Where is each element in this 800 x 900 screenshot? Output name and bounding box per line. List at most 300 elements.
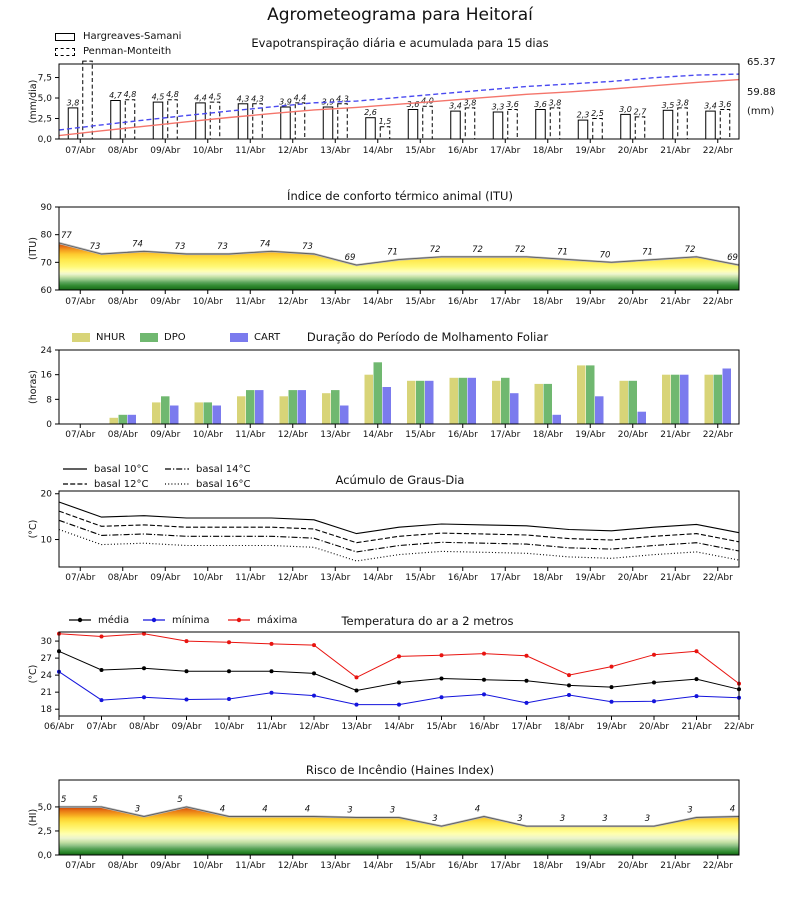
svg-text:15/Abr: 15/Abr	[405, 430, 436, 440]
degree-days-plot	[0, 455, 800, 600]
svg-text:4,3: 4,3	[336, 94, 349, 104]
leaf-wetness-title: Duração do Período de Molhamento Foliar	[306, 330, 549, 344]
svg-text:10: 10	[40, 535, 52, 546]
bar-DPO-19/Abr	[586, 365, 595, 424]
svg-text:12/Abr: 12/Abr	[277, 861, 308, 871]
svg-text:18/Abr: 18/Abr	[532, 861, 563, 871]
bar-CART-10/Abr	[213, 406, 222, 425]
svg-text:21/Abr: 21/Abr	[660, 297, 691, 307]
svg-text:18/Abr: 18/Abr	[532, 297, 563, 307]
svg-text:3: 3	[602, 814, 608, 825]
svg-text:06/Abr: 06/Abr	[43, 722, 75, 732]
svg-text:72: 72	[514, 244, 526, 255]
svg-text:3: 3	[432, 814, 438, 825]
svg-text:27: 27	[40, 654, 52, 665]
svg-text:10/Abr: 10/Abr	[192, 861, 223, 871]
evapotranspiration-title: Evapotranspiração diária e acumulada para 15 dias	[251, 36, 549, 50]
svg-text:3,6: 3,6	[718, 99, 732, 109]
svg-text:72: 72	[429, 244, 441, 255]
svg-text:13/Abr: 13/Abr	[320, 573, 351, 583]
temperatura-x-axis	[44, 716, 754, 732]
svg-text:80: 80	[40, 230, 52, 241]
svg-text:18/Abr: 18/Abr	[532, 146, 563, 156]
svg-text:4: 4	[304, 804, 311, 815]
graus_dia-ylabel: (°C)	[28, 519, 39, 539]
risco_incendio-ylabel: (HI)	[28, 808, 39, 827]
svg-text:20/Abr: 20/Abr	[617, 430, 648, 440]
bar-CART-20/Abr	[638, 412, 647, 424]
svg-text:16/Abr: 16/Abr	[447, 861, 478, 871]
temperature-title: Temperatura do ar a 2 metros	[341, 614, 514, 628]
svg-text:17/Abr: 17/Abr	[490, 573, 521, 583]
svg-text:3: 3	[389, 805, 396, 816]
svg-text:08/Abr: 08/Abr	[107, 861, 138, 871]
svg-text:09/Abr: 09/Abr	[150, 430, 181, 440]
svg-text:4,4: 4,4	[293, 93, 307, 103]
leaf-wetness-plot	[0, 325, 800, 455]
svg-text:4,7: 4,7	[109, 90, 122, 100]
bar-hs-17/Abr	[493, 112, 503, 139]
svg-text:11/Abr: 11/Abr	[235, 573, 266, 583]
bar-pm-22/Abr	[720, 110, 730, 140]
svg-text:07/Abr: 07/Abr	[65, 573, 96, 583]
bar-NHUR-21/Abr	[662, 375, 671, 424]
svg-text:3,8: 3,8	[463, 98, 477, 108]
evapotranspiration-plot	[0, 28, 800, 178]
temperatura-series-mínima	[57, 670, 741, 707]
svg-text:5: 5	[61, 794, 67, 805]
svg-text:17/Abr: 17/Abr	[490, 297, 521, 307]
graus_dia-line-basal 16°C	[59, 530, 739, 562]
bar-hs-21/Abr	[663, 110, 673, 139]
svg-text:16/Abr: 16/Abr	[447, 430, 478, 440]
svg-text:73: 73	[174, 242, 186, 253]
svg-text:19/Abr: 19/Abr	[575, 430, 606, 440]
svg-text:(mm): (mm)	[747, 106, 775, 117]
svg-text:5,0: 5,0	[37, 802, 52, 813]
svg-text:18/Abr: 18/Abr	[532, 430, 563, 440]
itu-x-axis	[65, 290, 733, 307]
svg-text:07/Abr: 07/Abr	[65, 146, 96, 156]
bar-DPO-11/Abr	[246, 390, 255, 424]
svg-text:15/Abr: 15/Abr	[405, 297, 436, 307]
svg-text:3,8: 3,8	[676, 98, 689, 108]
hargreaves-bars	[67, 91, 717, 139]
bar-NHUR-14/Abr	[365, 375, 374, 424]
svg-text:2,7: 2,7	[633, 107, 647, 117]
basal16-label: basal 16°C	[196, 478, 251, 490]
svg-text:4: 4	[262, 804, 268, 815]
svg-text:19/Abr: 19/Abr	[575, 297, 606, 307]
bar-DPO-15/Abr	[416, 381, 425, 424]
svg-text:12/Abr: 12/Abr	[277, 430, 308, 440]
svg-text:73: 73	[89, 242, 101, 253]
svg-text:3: 3	[134, 804, 141, 815]
svg-text:1,5: 1,5	[378, 117, 392, 127]
svg-text:15/Abr: 15/Abr	[405, 146, 436, 156]
svg-text:4,5: 4,5	[151, 92, 165, 102]
bar-hs-20/Abr	[621, 114, 631, 139]
molhamento_foliar-bars-NHUR	[110, 365, 714, 424]
bar-DPO-20/Abr	[629, 381, 638, 424]
svg-text:08/Abr: 08/Abr	[128, 722, 160, 732]
svg-text:4,0: 4,0	[421, 96, 434, 106]
bar-DPO-10/Abr	[204, 402, 213, 424]
svg-text:8: 8	[46, 395, 52, 406]
svg-text:71: 71	[387, 247, 398, 258]
svg-text:71: 71	[642, 247, 653, 258]
svg-text:3: 3	[687, 805, 693, 816]
svg-text:14/Abr: 14/Abr	[362, 573, 393, 583]
bar-hs-13/Abr	[323, 107, 333, 139]
bar-NHUR-12/Abr	[280, 396, 289, 424]
svg-text:19/Abr: 19/Abr	[575, 861, 606, 871]
bar-CART-14/Abr	[383, 387, 392, 424]
bar-pm-16/Abr	[465, 108, 475, 139]
svg-text:4,8: 4,8	[166, 90, 179, 100]
bar-DPO-14/Abr	[374, 362, 383, 424]
svg-text:07/Abr: 07/Abr	[65, 297, 96, 307]
svg-text:14/Abr: 14/Abr	[362, 297, 393, 307]
svg-text:20/Abr: 20/Abr	[617, 573, 648, 583]
bar-DPO-17/Abr	[501, 378, 510, 424]
bar-hs-15/Abr	[408, 110, 418, 140]
svg-text:10/Abr: 10/Abr	[192, 146, 223, 156]
molhamento_foliar-bars-DPO	[119, 362, 723, 424]
svg-text:2,6: 2,6	[364, 108, 377, 118]
svg-text:08/Abr: 08/Abr	[107, 573, 138, 583]
bar-NHUR-18/Abr	[535, 384, 544, 424]
svg-text:20: 20	[40, 489, 52, 500]
svg-text:14/Abr: 14/Abr	[383, 722, 415, 732]
svg-text:0: 0	[46, 420, 52, 430]
svg-text:14/Abr: 14/Abr	[362, 146, 393, 156]
graus_dia-x-axis	[65, 567, 733, 583]
bar-pm-12/Abr	[295, 103, 305, 139]
degree-days-title: Acúmulo de Graus-Dia	[335, 473, 465, 487]
temperatura-series-máxima	[57, 632, 741, 686]
svg-text:17/Abr: 17/Abr	[490, 861, 521, 871]
svg-text:70: 70	[40, 258, 52, 269]
svg-text:20/Abr: 20/Abr	[617, 861, 648, 871]
temperatura-ylabel: (°C)	[28, 664, 39, 684]
evapotranspiracao-x-axis	[65, 139, 733, 156]
svg-text:22/Abr: 22/Abr	[702, 430, 733, 440]
bar-CART-09/Abr	[170, 406, 179, 425]
svg-text:3,6: 3,6	[506, 99, 519, 109]
basal12-label: basal 12°C	[94, 478, 149, 490]
svg-text:21/Abr: 21/Abr	[681, 722, 712, 732]
svg-text:3: 3	[347, 805, 353, 816]
svg-text:72: 72	[472, 244, 483, 255]
svg-text:24: 24	[40, 346, 52, 356]
bar-pm-10/Abr	[210, 102, 220, 139]
svg-text:4: 4	[474, 804, 481, 815]
bar-CART-13/Abr	[340, 406, 349, 425]
svg-text:07/Abr: 07/Abr	[65, 861, 96, 871]
svg-text:13/Abr: 13/Abr	[341, 722, 372, 732]
svg-text:09/Abr: 09/Abr	[150, 146, 181, 156]
svg-text:5,0: 5,0	[37, 94, 52, 105]
svg-text:16/Abr: 16/Abr	[447, 573, 478, 583]
itu-ylabel: (ITU)	[28, 237, 39, 260]
svg-text:0,0: 0,0	[37, 135, 52, 145]
svg-text:22/Abr: 22/Abr	[702, 861, 733, 871]
svg-text:10/Abr: 10/Abr	[213, 722, 245, 732]
svg-text:3,0: 3,0	[619, 104, 632, 114]
bar-pm-09/Abr	[168, 100, 178, 139]
svg-text:08/Abr: 08/Abr	[107, 430, 138, 440]
svg-text:15/Abr: 15/Abr	[426, 722, 457, 732]
svg-text:16/Abr: 16/Abr	[447, 146, 478, 156]
svg-text:17/Abr: 17/Abr	[490, 146, 521, 156]
penman-label: Penman-Monteith	[83, 46, 172, 57]
bar-DPO-22/Abr	[714, 375, 723, 424]
svg-text:65.37: 65.37	[747, 57, 776, 68]
bar-CART-11/Abr	[255, 390, 264, 424]
svg-text:2,5: 2,5	[37, 826, 52, 837]
svg-text:3: 3	[517, 814, 523, 825]
bar-NHUR-09/Abr	[152, 402, 161, 424]
bar-CART-12/Abr	[298, 390, 307, 424]
svg-text:09/Abr: 09/Abr	[150, 297, 181, 307]
svg-text:10/Abr: 10/Abr	[192, 297, 223, 307]
svg-text:21/Abr: 21/Abr	[660, 146, 691, 156]
svg-text:22/Abr: 22/Abr	[702, 297, 733, 307]
bar-NHUR-11/Abr	[237, 396, 246, 424]
svg-text:60: 60	[40, 286, 52, 296]
bar-DPO-21/Abr	[671, 375, 680, 424]
cart-label: CART	[254, 331, 281, 343]
svg-text:19/Abr: 19/Abr	[596, 722, 627, 732]
svg-text:13/Abr: 13/Abr	[320, 430, 351, 440]
svg-text:12/Abr: 12/Abr	[277, 297, 308, 307]
bar-CART-21/Abr	[680, 375, 689, 424]
svg-text:0,0: 0,0	[37, 851, 52, 861]
svg-text:5: 5	[177, 794, 183, 805]
basal10-label: basal 10°C	[94, 463, 149, 475]
svg-text:11/Abr: 11/Abr	[235, 861, 266, 871]
svg-text:13/Abr: 13/Abr	[320, 297, 351, 307]
svg-text:21: 21	[40, 688, 52, 699]
svg-text:09/Abr: 09/Abr	[150, 861, 181, 871]
svg-text:22/Abr: 22/Abr	[702, 146, 733, 156]
bar-DPO-08/Abr	[119, 415, 128, 424]
bar-CART-16/Abr	[468, 378, 477, 424]
svg-text:4: 4	[729, 804, 736, 815]
svg-text:20/Abr: 20/Abr	[617, 146, 648, 156]
bar-CART-18/Abr	[553, 415, 562, 424]
svg-text:13/Abr: 13/Abr	[320, 146, 351, 156]
svg-text:07/Abr: 07/Abr	[65, 430, 96, 440]
bar-CART-08/Abr	[128, 415, 137, 424]
basal14-label: basal 14°C	[196, 463, 251, 475]
bar-hs-14/Abr	[366, 118, 376, 139]
bar-NHUR-08/Abr	[110, 418, 119, 424]
svg-text:3,5: 3,5	[661, 100, 675, 110]
svg-text:18/Abr: 18/Abr	[553, 722, 585, 732]
svg-text:10/Abr: 10/Abr	[192, 573, 223, 583]
svg-text:08/Abr: 08/Abr	[107, 146, 138, 156]
molhamento_foliar-x-axis	[65, 424, 733, 440]
svg-text:2,5: 2,5	[591, 109, 604, 119]
svg-text:22/Abr: 22/Abr	[723, 722, 755, 732]
bar-NHUR-19/Abr	[577, 365, 586, 424]
bar-pm-21/Abr	[678, 108, 688, 139]
bar-hs-22/Abr	[706, 111, 716, 139]
bar-pm-19/Abr	[593, 119, 603, 140]
svg-text:18/Abr: 18/Abr	[532, 573, 563, 583]
svg-text:3,9: 3,9	[321, 97, 335, 107]
svg-text:21/Abr: 21/Abr	[660, 573, 691, 583]
bar-NHUR-22/Abr	[705, 375, 714, 424]
bar-DPO-09/Abr	[161, 396, 170, 424]
bar-CART-19/Abr	[595, 396, 604, 424]
svg-text:71: 71	[557, 247, 568, 258]
svg-text:20/Abr: 20/Abr	[617, 297, 648, 307]
minima-label: mínima	[172, 614, 210, 626]
svg-text:10/Abr: 10/Abr	[192, 430, 223, 440]
svg-text:3,6: 3,6	[406, 99, 420, 109]
svg-text:20/Abr: 20/Abr	[638, 722, 670, 732]
svg-text:16: 16	[40, 370, 52, 381]
fire-risk-plot	[0, 755, 800, 900]
risco_incendio-area	[59, 804, 739, 855]
graus_dia-line-basal 10°C	[59, 502, 739, 534]
risco_incendio-x-axis	[65, 855, 733, 871]
svg-text:4: 4	[219, 804, 226, 815]
svg-text:69: 69	[727, 253, 738, 264]
bar-NHUR-10/Abr	[195, 402, 204, 424]
nhur-label: NHUR	[96, 331, 126, 343]
svg-text:08/Abr: 08/Abr	[107, 297, 138, 307]
itu-title: Índice de conforto térmico animal (ITU)	[287, 189, 513, 203]
svg-text:16/Abr: 16/Abr	[447, 297, 478, 307]
bar-pm-18/Abr	[550, 108, 560, 139]
svg-text:16/Abr: 16/Abr	[468, 722, 500, 732]
svg-text:11/Abr: 11/Abr	[235, 146, 266, 156]
molhamento_foliar-bars-CART	[128, 369, 732, 425]
svg-text:90: 90	[40, 203, 52, 213]
bar-pm-14/Abr	[380, 127, 390, 139]
graus_dia-line-basal 14°C	[59, 520, 739, 552]
svg-text:7,5: 7,5	[37, 73, 52, 84]
bar-NHUR-13/Abr	[322, 393, 331, 424]
svg-text:70: 70	[599, 250, 611, 261]
bar-pm-15/Abr	[423, 106, 433, 139]
bar-CART-17/Abr	[510, 393, 519, 424]
svg-text:12/Abr: 12/Abr	[298, 722, 330, 732]
svg-text:13/Abr: 13/Abr	[320, 861, 351, 871]
bar-DPO-13/Abr	[331, 390, 340, 424]
bar-pm-17/Abr	[508, 110, 518, 140]
svg-text:18: 18	[40, 705, 52, 716]
itu-area	[59, 243, 739, 290]
svg-text:3,8: 3,8	[66, 98, 80, 108]
svg-text:72: 72	[684, 244, 696, 255]
svg-text:14/Abr: 14/Abr	[362, 861, 393, 871]
svg-text:11/Abr: 11/Abr	[235, 297, 266, 307]
svg-text:21/Abr: 21/Abr	[660, 861, 691, 871]
svg-text:2,3: 2,3	[576, 110, 590, 120]
svg-text:11/Abr: 11/Abr	[235, 430, 266, 440]
bar-NHUR-20/Abr	[620, 381, 629, 424]
bar-NHUR-15/Abr	[407, 381, 416, 424]
svg-text:11/Abr: 11/Abr	[256, 722, 287, 732]
page-title: Agrometeograma para Heitoraí	[267, 5, 533, 25]
svg-text:3,6: 3,6	[534, 99, 547, 109]
svg-text:3: 3	[559, 814, 566, 825]
svg-text:4,5: 4,5	[208, 92, 222, 102]
maxima-label: máxima	[257, 614, 298, 626]
svg-text:4,3: 4,3	[236, 94, 250, 104]
svg-text:15/Abr: 15/Abr	[405, 573, 436, 583]
bar-CART-22/Abr	[723, 369, 732, 425]
bar-hs-16/Abr	[451, 111, 461, 139]
svg-text:24: 24	[40, 671, 52, 682]
bar-DPO-18/Abr	[544, 384, 553, 424]
svg-text:09/Abr: 09/Abr	[150, 573, 181, 583]
svg-text:15/Abr: 15/Abr	[405, 861, 436, 871]
bar-hs-08/Abr	[111, 101, 121, 140]
temperature-plot	[0, 600, 800, 748]
dpo-label: DPO	[164, 331, 186, 343]
svg-text:19/Abr: 19/Abr	[575, 146, 606, 156]
svg-text:21/Abr: 21/Abr	[660, 430, 691, 440]
bar-hs-18/Abr	[536, 110, 546, 140]
svg-text:3,3: 3,3	[491, 102, 505, 112]
bar-pm-20/Abr	[635, 117, 645, 139]
bar-hs-19/Abr	[578, 120, 588, 139]
fire-risk-title: Risco de Incêndio (Haines Index)	[305, 763, 495, 777]
evapotranspiracao-ylabel: (mm/dia)	[28, 79, 39, 124]
svg-text:19/Abr: 19/Abr	[575, 573, 606, 583]
svg-text:73: 73	[217, 242, 228, 253]
svg-text:4,4: 4,4	[194, 93, 207, 103]
hargreaves-label: Hargreaves-Samani	[83, 31, 182, 42]
svg-text:59.88: 59.88	[747, 87, 776, 98]
svg-text:4,3: 4,3	[251, 94, 264, 104]
bar-pm-08/Abr	[125, 100, 135, 139]
svg-text:22/Abr: 22/Abr	[702, 573, 733, 583]
svg-text:3: 3	[644, 814, 651, 825]
svg-text:12/Abr: 12/Abr	[277, 146, 308, 156]
bar-NHUR-17/Abr	[492, 381, 501, 424]
svg-text:3,4: 3,4	[704, 101, 717, 111]
svg-text:12/Abr: 12/Abr	[277, 573, 308, 583]
svg-text:17/Abr: 17/Abr	[511, 722, 542, 732]
svg-text:14/Abr: 14/Abr	[362, 430, 393, 440]
bar-NHUR-16/Abr	[450, 378, 459, 424]
bar-CART-15/Abr	[425, 381, 434, 424]
bar-DPO-12/Abr	[289, 390, 298, 424]
svg-text:74: 74	[259, 239, 271, 250]
itu-plot	[0, 185, 800, 325]
svg-text:3,4: 3,4	[449, 101, 462, 111]
svg-text:73: 73	[302, 242, 313, 253]
svg-text:3,8: 3,8	[548, 98, 562, 108]
svg-text:30: 30	[40, 637, 52, 648]
svg-text:4,8: 4,8	[123, 90, 137, 100]
svg-text:77: 77	[61, 230, 72, 241]
svg-text:2,5: 2,5	[37, 114, 52, 125]
svg-text:3,9: 3,9	[279, 97, 292, 107]
svg-text:5: 5	[92, 794, 98, 805]
svg-text:09/Abr: 09/Abr	[171, 722, 202, 732]
media-label: média	[98, 614, 130, 626]
molhamento_foliar-ylabel: (horas)	[28, 370, 39, 404]
svg-text:17/Abr: 17/Abr	[490, 430, 521, 440]
